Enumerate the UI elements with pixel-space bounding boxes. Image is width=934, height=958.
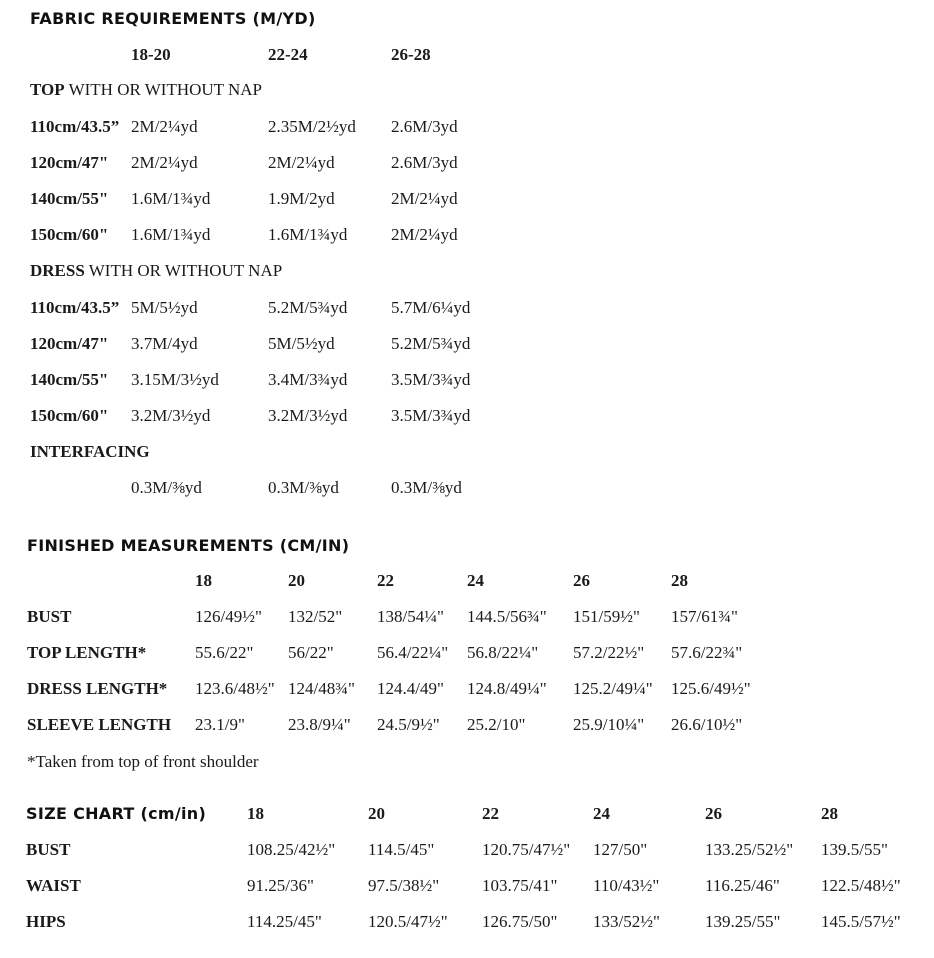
fabric-value: 2M/2¼yd — [391, 189, 458, 208]
finished-value: 157/61¾" — [671, 607, 738, 626]
size-chart-value: 120.75/47½" — [482, 840, 571, 859]
fabric-value: 5M/5½yd — [268, 334, 335, 353]
finished-value: 23.8/9¼" — [288, 715, 351, 734]
fabric-value: 3.2M/3½yd — [268, 406, 348, 425]
finished-value: 55.6/22" — [195, 643, 254, 662]
fabric-value: 5.7M/6¼yd — [391, 298, 471, 317]
size-chart-size-header: 26 — [705, 804, 722, 823]
finished-value: 25.2/10" — [467, 715, 526, 734]
finished-value: 25.9/10¼" — [573, 715, 645, 734]
fabric-value: 1.9M/2yd — [268, 189, 335, 208]
size-chart-size-header: 20 — [368, 804, 385, 823]
size-chart-row-label: BUST — [26, 840, 71, 859]
fabric-value: 2M/2¼yd — [391, 225, 458, 244]
size-chart-value: 126.75/50" — [482, 912, 558, 931]
interfacing-value: 0.3M/⅜yd — [131, 478, 202, 497]
fabric-size-header: 22-24 — [268, 45, 308, 64]
finished-value: 57.6/22¾" — [671, 643, 743, 662]
fabric-width: 150cm/60" — [30, 406, 109, 425]
size-chart-value: 110/43½" — [593, 876, 660, 895]
fabric-value: 3.4M/3¾yd — [268, 370, 348, 389]
size-chart-row-label: WAIST — [26, 876, 81, 895]
interfacing-value: 0.3M/⅜yd — [391, 478, 462, 497]
size-chart-title: SIZE CHART (cm/in) — [26, 804, 207, 823]
size-chart-value: 127/50" — [593, 840, 648, 859]
fabric-value: 3.15M/3½yd — [131, 370, 219, 389]
finished-value: 126/49½" — [195, 607, 262, 626]
top-section-label — [30, 80, 262, 100]
size-chart-value: 116.25/46" — [705, 876, 780, 895]
interfacing-value: 0.3M/⅜yd — [268, 478, 339, 497]
fabric-value: 2.6M/3yd — [391, 153, 458, 172]
fabric-width: 140cm/55" — [30, 189, 109, 208]
size-chart-size-header: 18 — [247, 804, 264, 823]
finished-value: 151/59½" — [573, 607, 640, 626]
fabric-width: 120cm/47" — [30, 153, 109, 172]
finished-value: 56.8/22¼" — [467, 643, 539, 662]
finished-value: 23.1/9" — [195, 715, 245, 734]
fabric-width: 120cm/47" — [30, 334, 109, 353]
fabric-value: 1.6M/1¾yd — [131, 225, 211, 244]
fabric-value: 2M/2¼yd — [131, 153, 198, 172]
size-chart-value: 114.25/45" — [247, 912, 322, 931]
fabric-value: 1.6M/1¾yd — [131, 189, 211, 208]
finished-row-label: BUST — [27, 607, 72, 626]
size-chart-value: 103.75/41" — [482, 876, 558, 895]
size-chart-value: 139.5/55" — [821, 840, 888, 859]
finished-value: 125.6/49½" — [671, 679, 751, 698]
finished-value: 124/48¾" — [288, 679, 355, 698]
fabric-value: 5.2M/5¾yd — [391, 334, 471, 353]
fabric-width: 110cm/43.5” — [30, 117, 120, 136]
dress-label-rest: WITH OR WITHOUT NAP — [84, 261, 283, 280]
finished-measurements-title: FINISHED MEASUREMENTS (CM/IN) — [27, 536, 350, 555]
size-chart-value: 122.5/48½" — [821, 876, 901, 895]
size-chart-value: 133/52½" — [593, 912, 660, 931]
size-chart-value: 91.25/36" — [247, 876, 314, 895]
fabric-value: 2M/2¼yd — [268, 153, 335, 172]
fabric-value: 3.5M/3¾yd — [391, 406, 471, 425]
fabric-value: 3.7M/4yd — [131, 334, 198, 353]
finished-value: 132/52" — [288, 607, 343, 626]
size-chart-value: 139.25/55" — [705, 912, 781, 931]
finished-size-header: 28 — [671, 571, 688, 590]
fabric-width: 150cm/60" — [30, 225, 109, 244]
finished-row-label: SLEEVE LENGTH — [27, 715, 172, 734]
finished-value: 57.2/22½" — [573, 643, 645, 662]
fabric-value: 1.6M/1¾yd — [268, 225, 348, 244]
finished-value: 123.6/48½" — [195, 679, 275, 698]
finished-size-header: 20 — [288, 571, 305, 590]
size-chart-value: 97.5/38½" — [368, 876, 440, 895]
fabric-value: 3.5M/3¾yd — [391, 370, 471, 389]
finished-size-header: 18 — [195, 571, 212, 590]
fabric-value: 2.35M/2½yd — [268, 117, 356, 136]
fabric-size-header: 26-28 — [391, 45, 431, 64]
fabric-value: 2M/2¼yd — [131, 117, 198, 136]
fabric-width: 110cm/43.5” — [30, 298, 120, 317]
top-label-rest: WITH OR WITHOUT NAP — [64, 80, 263, 99]
interfacing-label: INTERFACING — [30, 442, 150, 461]
finished-value: 138/54¼" — [377, 607, 444, 626]
finished-size-header: 26 — [573, 571, 590, 590]
finished-row-label: TOP LENGTH* — [27, 643, 147, 662]
size-chart-value: 120.5/47½" — [368, 912, 448, 931]
finished-value: 56.4/22¼" — [377, 643, 449, 662]
size-chart-size-header: 28 — [821, 804, 838, 823]
size-chart-value: 145.5/57½" — [821, 912, 901, 931]
finished-value: 26.6/10½" — [671, 715, 743, 734]
fabric-value: 2.6M/3yd — [391, 117, 458, 136]
finished-value: 144.5/56¾" — [467, 607, 547, 626]
size-chart-row-label: HIPS — [26, 912, 66, 931]
finished-footnote: *Taken from top of front shoulder — [27, 752, 259, 771]
size-chart-value: 133.25/52½" — [705, 840, 794, 859]
fabric-size-header: 18-20 — [131, 45, 171, 64]
size-chart-size-header: 24 — [593, 804, 610, 823]
finished-row-label: DRESS LENGTH* — [27, 679, 168, 698]
fabric-width: 140cm/55" — [30, 370, 109, 389]
size-chart-value: 108.25/42½" — [247, 840, 336, 859]
finished-value: 125.2/49¼" — [573, 679, 653, 698]
size-chart-size-header: 22 — [482, 804, 499, 823]
fabric-value: 5.2M/5¾yd — [268, 298, 348, 317]
fabric-value: 3.2M/3½yd — [131, 406, 211, 425]
finished-size-header: 24 — [467, 571, 484, 590]
fabric-requirements-title: FABRIC REQUIREMENTS (M/YD) — [30, 9, 316, 28]
fabric-value: 5M/5½yd — [131, 298, 198, 317]
dress-section-label — [30, 261, 282, 281]
dress-label-bold: DRESS — [30, 261, 85, 280]
top-label-bold: TOP — [30, 80, 65, 99]
finished-value: 24.5/9½" — [377, 715, 440, 734]
size-chart-value: 114.5/45" — [368, 840, 435, 859]
finished-value: 124.4/49" — [377, 679, 444, 698]
finished-value: 124.8/49¼" — [467, 679, 547, 698]
finished-value: 56/22" — [288, 643, 334, 662]
finished-size-header: 22 — [377, 571, 394, 590]
